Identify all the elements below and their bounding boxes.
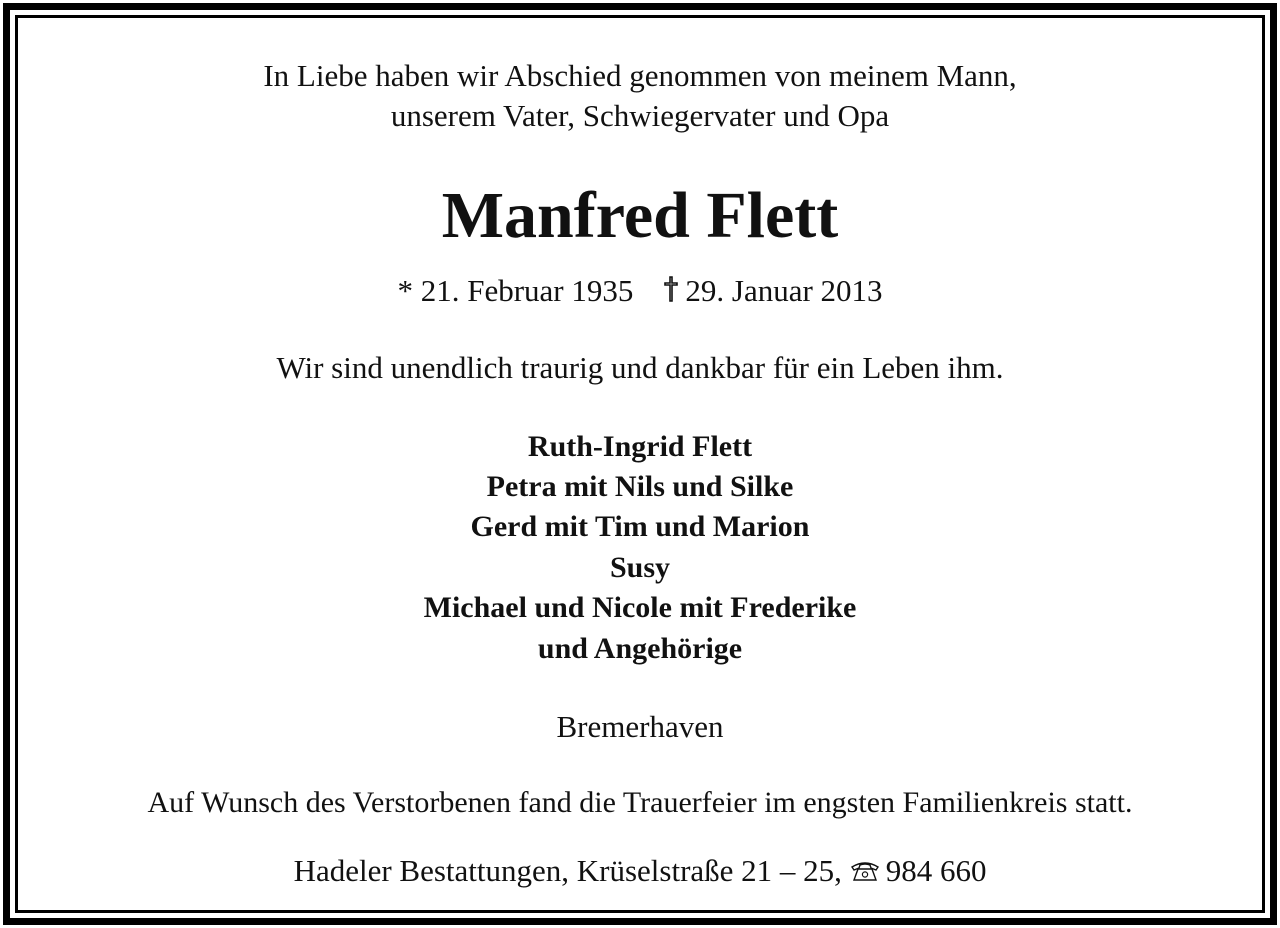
family-member: Michael und Nicole mit Frederike [423, 591, 857, 624]
intro-line-1: In Liebe haben wir Abschied genommen von meinem Mann, [263, 58, 1017, 93]
family-member: Gerd mit Tim und Marion [470, 510, 810, 543]
deceased-name: Manfred Flett [441, 179, 839, 252]
undertaker-line [0, 855, 1280, 886]
telephone-icon [850, 860, 880, 882]
undertaker-address: Hadeler Bestattungen, Krüselstraße 21 – 25, [293, 853, 842, 888]
birth-date: * 21. Februar 1935 [397, 273, 634, 308]
death-date: 29. Januar 2013 [685, 273, 883, 308]
place-name: Bremerhaven [556, 709, 724, 744]
intro-line-2: unserem Vater, Schwiegervater und Opa [390, 98, 890, 133]
cross-icon [663, 276, 679, 302]
phone-number: 984 660 [885, 853, 987, 888]
family-member: Ruth-Ingrid Flett [527, 430, 753, 463]
inner-border [15, 15, 1265, 913]
family-member: und Angehörige [537, 632, 743, 665]
funeral-note: Auf Wunsch des Verstorbenen fand die Trauerfeier im engsten Familienkreis statt. [147, 786, 1133, 819]
message-text: Wir sind unendlich traurig und dankbar für ein Leben ihm. [276, 350, 1004, 385]
life-dates [0, 275, 1280, 306]
family-member: Petra mit Nils und Silke [486, 470, 794, 503]
family-member: Susy [609, 551, 671, 584]
